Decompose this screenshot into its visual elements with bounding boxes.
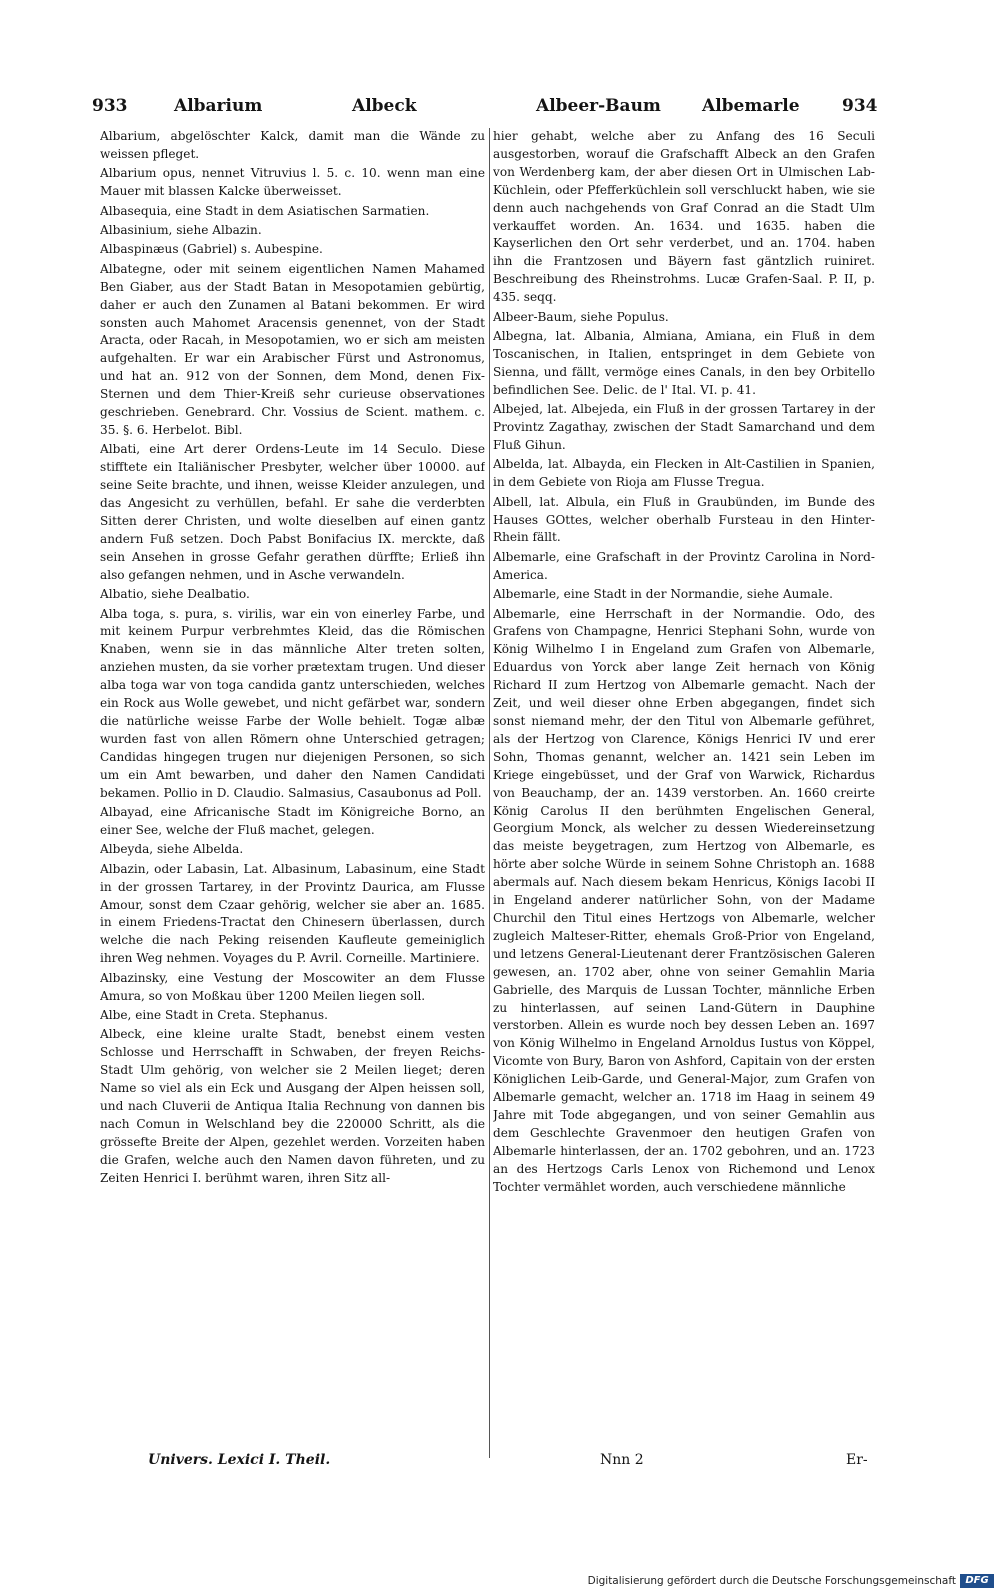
page-number-left: 933 — [92, 96, 128, 116]
dfg-logo: DFG — [960, 1574, 994, 1588]
entry-paragraph: Albemarle, eine Herrschaft in der Normandie. Odo, des Grafens von Champagne, Henrici Stephani Sohn, wurde von König Wilhelmo I in Engeland zum Grafen von Albemarle, Eduardus von Yorck aber lange Zeit hernach von König Richard II zum Hertzog von Albemarle gemacht. Nach der Zeit, und weil dieser ohne Erben abgegangen, findet sich sonst niemand mehr, der den Titul von Albemarle geführet, als der Hertzog von Clarence, Königs Henrici IV und erer Sohn, Thomas genannt, welcher an. 1421 sein Leben im Kriege eingebüsset, und der Graf von Warwick, Richardus von Beauchamp, der an. 1439 verstorben. An. 1660 creirte König Carolus II den berühmten Engelischen General, Georgium Monck, als welcher zu dessen Wiedereinsetzung das meiste beygetragen, zum Hertzog von Albemarle, es hörte aber solche Würde in seinem Sohne Christoph an. 1688 abermals auf. Nach diesem bekam Henricus, Königs Iacobi II in Engeland anderer natürlicher Sohn, von der Madame Churchil den Titul eines Hertzogs von Albemarle, welcher zugleich Malteser-Ritter, ehemals Groß-Prior von Engeland, und letzens General-Lieutenant derer Frantzösischen Galeren gewesen, an. 1702 aber, ohne von seiner Gemahlin Maria Gabrielle, des Marquis de Lussan Tochter, männliche Erben zu hinterlassen, auf seinen Land-Gütern in Dauphine verstorben. Allein es wurde noch bey dessen Leben an. 1697 von König Wilhelmo in Engeland Arnoldus Iustus von Köppel, Vicomte von Bury, Baron von Ashford, Capitain von der ersten Königlichen Leib-Garde, und General-Major, zum Grafen von Albemarle gemacht, welcher an. 1718 im Haag in seinem 49 Jahre mit Tode abgegangen, und von seiner Gemahlin aus dem Geschlechte Gravenmoer den heutigen Grafen von Albemarle hinterlassen, der an. 1702 gebohren, und an. 1723 an des Hertzogs Carls Lenox von Richemond und Lenox Tochter vermählet worden, auch verschiedene männliche — [493, 606, 875, 1194]
entry-paragraph: Albasequia, eine Stadt in dem Asiatischen Sarmatien. — [100, 203, 430, 218]
header-word-albeer-baum: Albeer-Baum — [536, 96, 661, 116]
entry-paragraph: Albati, eine Art derer Ordens-Leute im 14 Seculo. Diese stifftete ein Italiänischer Presbyter, welcher über 10000. auf seine Seite brachte, und ihnen, weisse Kleider anzulegen, und das Angesicht zu verhüllen, befahl. Er sahe die verderbten Sitten derer Christen, und wolte dieselben auf einen gantz andern Fuß setzen. Doch Pabst Bonifacius IX. merckte, daß sein Ansehen in grosse Gefahr gerathen dürffte; Erließ ihn also gefangen nehmen, und in Asche verwandeln. — [100, 442, 485, 582]
entry-paragraph: Albarium opus, nennet Vitruvius l. 5. c. 10. wenn man eine Mauer mit blassen Kalcke überweisset. — [100, 166, 485, 199]
entry-paragraph: Albell, lat. Albula, ein Fluß in Graubünden, im Bunde des Hauses GOttes, welcher oberhalb Fursteau in den Hinter-Rhein fällt. — [493, 494, 875, 545]
entry-paragraph: Albatio, siehe Dealbatio. — [100, 587, 250, 602]
entry-paragraph: Albeer-Baum, siehe Populus. — [493, 309, 669, 324]
entry-paragraph: Albeck, eine kleine uralte Stadt, benebst einem vesten Schlosse und Herrschafft in Schwaben, der freyen Reichs-Stadt Ulm gehörig, von welcher sie 2 Meilen lieget; deren Name so viel als ein Eck und Ausgang der Alpen heissen soll, und nach Cluverii de Antiqua Italia Rechnung von dannen bis nach Comun in Welschland bey die 220000 Schritt, als die grössefte Breite der Alpen, gezehlet werden. Vorzeiten haben die Grafen, welche auch den Namen davon führeten, und zu Zeiten Henrici I. berühmt waren, ihren Sitz all- — [100, 1027, 485, 1185]
entry-paragraph: Albegna, lat. Albania, Almiana, Amiana, ein Fluß in dem Toscanischen, in Italien, entspringet in dem Gebiete von Sienna, und fällt, vermöge eines Canals, in den bey Orbitello befindlichen See. Delic. de l' Ital. VI. p. 41. — [493, 328, 875, 397]
catchword: Er- — [846, 1452, 868, 1468]
entry-paragraph: Alba toga, s. pura, s. virilis, war ein von einerley Farbe, und mit keinem Purpur verbrehmtes Kleid, das die Römischen Knaben, wenn sie in das männliche Alter treten solten, anziehen musten, da sie vorher prætextam trugen. Und dieser alba toga war von toga candida gantz unterschieden, welches ein Rock aus Wolle gewebet, und nicht gefärbet war, sondern die natürliche weisse Farbe der Wolle behielt. Togæ albæ wurden fast von allen Römern ohne Unterschied getragen; Candidas hingegen trugen nur diejenigen Personen, so sich um ein Amt bewarben, und daher den Namen Candidati bekamen. Pollio in D. Claudio. Salmasius, Casaubonus ad Poll. — [100, 606, 485, 800]
entry-paragraph: Albemarle, eine Grafschaft in der Provintz Carolina in Nord-America. — [493, 549, 875, 582]
header-word-albeck: Albeck — [352, 96, 417, 116]
entry-paragraph: Albayad, eine Africanische Stadt im Königreiche Borno, an einer See, welche der Fluß machet, gelegen. — [100, 805, 485, 837]
entry-paragraph: hier gehabt, welche aber zu Anfang des 16 Seculi ausgestorben, worauf die Grafschafft Albeck an den Grafen von Werdenberg kam, der aber diesen Ort in Ulmischen Lab-Küchlein, oder Pfefferküchlein soll verschluckt haben, wie sie denn auch nachgehends von Graf Conrad an die Stadt Ulm verkauffet worden. An. 1634. und 1635. haben die Kayserlichen den Ort sehr verderbet, und an. 1704. haben ihn die Frantzosen und Bäyern fast gäntzlich ruiniret. Beschreibung des Rheinstrohms. Lucæ Grafen-Saal. P. II, p. 435. seqq. — [493, 129, 875, 305]
entry-paragraph: Albemarle, eine Stadt in der Normandie, siehe Aumale. — [493, 587, 833, 602]
footer-title: Univers. Lexici I. Theil. — [148, 1452, 331, 1468]
column-divider — [489, 128, 490, 1458]
entry-paragraph: Albaspinæus (Gabriel) s. Aubespine. — [100, 242, 323, 257]
header-word-albarium: Albarium — [174, 96, 263, 116]
left-column — [100, 128, 485, 1470]
entry-paragraph: Albazinsky, eine Vestung der Moscowiter an dem Flusse Amura, so von Moßkau über 1200 Meilen liegen soll. — [100, 970, 485, 1003]
entry-paragraph: Albelda, lat. Albayda, ein Flecken in Alt-Castilien in Spanien, in dem Gebiete von Rioja am Flusse Tregua. — [493, 457, 875, 490]
running-header — [92, 96, 882, 124]
digitization-credit — [0, 1574, 1000, 1589]
header-word-albemarle: Albemarle — [702, 96, 800, 116]
page-number-right: 934 — [842, 96, 878, 116]
entry-paragraph: Albazin, oder Labasin, Lat. Albasinum, Labasinum, eine Stadt in der grossen Tartarey, in der Provintz Daurica, am Flusse Amour, sonst dem Czaar gehörig, welcher sie aber an. 1685. in einem Friedens-Tractat den Chinesern überlassen, durch welche die nach Peking reisenden Kaufleute gemeiniglich ihren Weg nehmen. Voyages du P. Avril. Corneille. Martiniere. — [100, 861, 485, 966]
entry-paragraph: Albasinium, siehe Albazin. — [100, 223, 262, 238]
credit-text: Digitalisierung gefördert durch die Deutsche Forschungsgemeinschaft — [587, 1575, 956, 1587]
entry-paragraph: Albategne, oder mit seinem eigentlichen Namen Mahamed Ben Giaber, aus der Stadt Batan in Mesopotamien gebürtig, daher er auch den Zunamen al Batani bekommen. Er wird sonsten auch Mahomet Aracensis genennet, von der Stadt Aracta, oder Racah, in Mesopotamien, wo er sich am meisten aufgehalten. Er war ein Arabischer Fürst und Astronomus, und hat an. 912 von der Sonnen, dem Mond, denen Fix-Sternen und dem Thier-Kreiß sehr curieuse observationes geschrieben. Genebrard. Chr. Vossius de Scient. mathem. c. 35. §. 6. Herbelot. Bibl. — [100, 261, 485, 437]
entry-paragraph: Albe, eine Stadt in Creta. Stephanus. — [100, 1008, 328, 1022]
entry-paragraph: Albejed, lat. Albejeda, ein Fluß in der grossen Tartarey in der Provintz Zagathay, zwischen der Stadt Samarchand und dem Fluß Gihun. — [493, 402, 875, 452]
right-column — [493, 128, 875, 1470]
signature-mark: Nnn 2 — [600, 1452, 644, 1468]
entry-paragraph: Albarium, abgelöschter Kalck, damit man die Wände zu weissen pfleget. — [100, 129, 485, 161]
entry-paragraph: Albeyda, siehe Albelda. — [100, 842, 244, 857]
